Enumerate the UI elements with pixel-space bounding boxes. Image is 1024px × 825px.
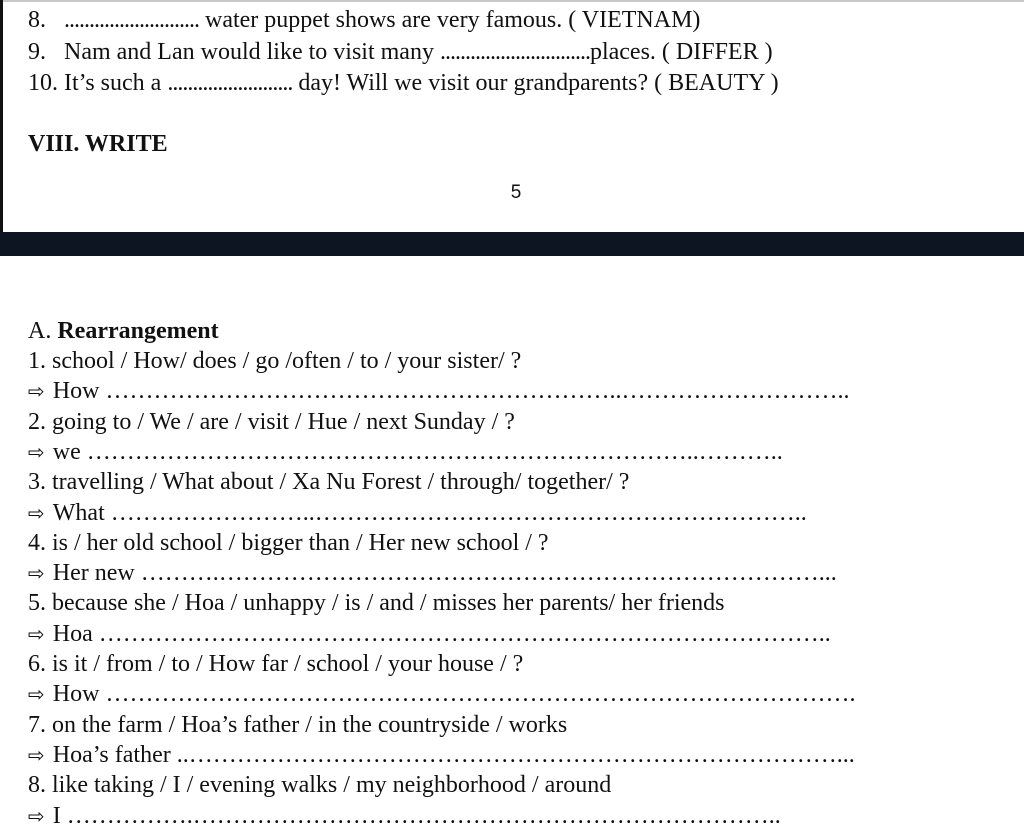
answer-start: How	[52, 681, 100, 708]
page-separator	[0, 232, 1024, 256]
answer-blank: ……………………..……………………………………………………..	[110, 499, 807, 526]
answer-blank: …………………………………………………………………..………..	[86, 438, 783, 465]
item-number: 10.	[28, 70, 58, 96]
answer-start: What	[52, 499, 105, 526]
answer-line	[28, 438, 783, 466]
item-text: day! Will we visit our grandparents? ( BEAUTY )	[292, 70, 779, 96]
answer-start: Hoa’s father	[52, 741, 171, 768]
arrow-icon: ⇨	[28, 500, 45, 525]
exercise-prompt: 2. going to / We / are / visit / Hue / next Sunday / ?	[28, 408, 515, 435]
answer-start: I	[52, 802, 61, 825]
item-text-before: It’s such a	[64, 70, 168, 96]
item-text: places. ( DIFFER )	[589, 39, 773, 65]
answer-start: we	[52, 438, 81, 465]
answer-blank: ...........................	[64, 7, 199, 33]
answer-start: Hoa	[52, 620, 93, 647]
answer-blank: .........................	[167, 70, 293, 96]
answer-blank: ……….…………………………………………………………………...	[140, 560, 837, 587]
page-top-border	[0, 0, 1024, 2]
exercise-prompt: 8. like taking / I / evening walks / my neighborhood / around	[28, 772, 612, 799]
page-number: 5	[510, 182, 522, 203]
answer-line	[28, 620, 831, 648]
section-heading: VIII. WRITE	[28, 131, 168, 157]
arrow-icon: ⇨	[28, 439, 45, 464]
arrow-icon: ⇨	[28, 621, 45, 646]
section-letter: A.	[28, 318, 52, 344]
section-title: Rearrangement	[57, 318, 219, 344]
exercise-item-10	[28, 69, 779, 97]
answer-line	[28, 559, 837, 587]
answer-line	[28, 802, 781, 825]
arrow-icon: ⇨	[28, 682, 45, 707]
answer-blank: ………………………………………………………………………………….	[105, 681, 856, 708]
exercise-prompt: 1. school / How/ does / go /often / to / your sister/ ?	[28, 348, 522, 374]
exercise-prompt: 3. travelling / What about / Xa Nu Forest / through/ together/ ?	[28, 469, 630, 496]
answer-start: Her new	[52, 560, 135, 587]
item-number: 8.	[28, 7, 46, 33]
arrow-icon: ⇨	[28, 561, 45, 586]
section-title-row	[28, 317, 219, 345]
exercise-prompt: 7. on the farm / Hoa’s father / in the countryside / works	[28, 711, 568, 738]
item-text: water puppet shows are very famous. ( VIETNAM)	[199, 7, 701, 33]
exercise-item-8	[28, 6, 700, 34]
exercise-prompt: 6. is it / from / to / How far / school / your house / ?	[28, 651, 524, 677]
answer-start: How	[52, 378, 100, 405]
exercise-prompt: 5. because she / Hoa / unhappy / is / and / misses her parents/ her friends	[28, 590, 725, 617]
item-number: 9.	[28, 39, 46, 65]
answer-blank: ..………………………………………………………………………...	[176, 741, 855, 768]
answer-line	[28, 741, 855, 769]
arrow-icon: ⇨	[28, 803, 45, 825]
arrow-icon: ⇨	[28, 742, 45, 767]
item-text-before: Nam and Lan would like to visit many	[64, 39, 440, 65]
arrow-icon: ⇨	[28, 379, 45, 404]
answer-blank: ………………………………………………………..………………………..	[105, 378, 850, 405]
answer-blank: …………….………………………………………………………………..	[66, 802, 781, 825]
answer-line	[28, 680, 855, 708]
exercise-item-9	[28, 38, 773, 66]
answer-blank: ..............................	[439, 39, 590, 65]
answer-blank: ………………………………………………………………………………..	[98, 620, 831, 647]
answer-line	[28, 499, 807, 527]
answer-line	[28, 377, 849, 405]
exercise-prompt: 4. is / her old school / bigger than / Her new school / ?	[28, 529, 549, 556]
